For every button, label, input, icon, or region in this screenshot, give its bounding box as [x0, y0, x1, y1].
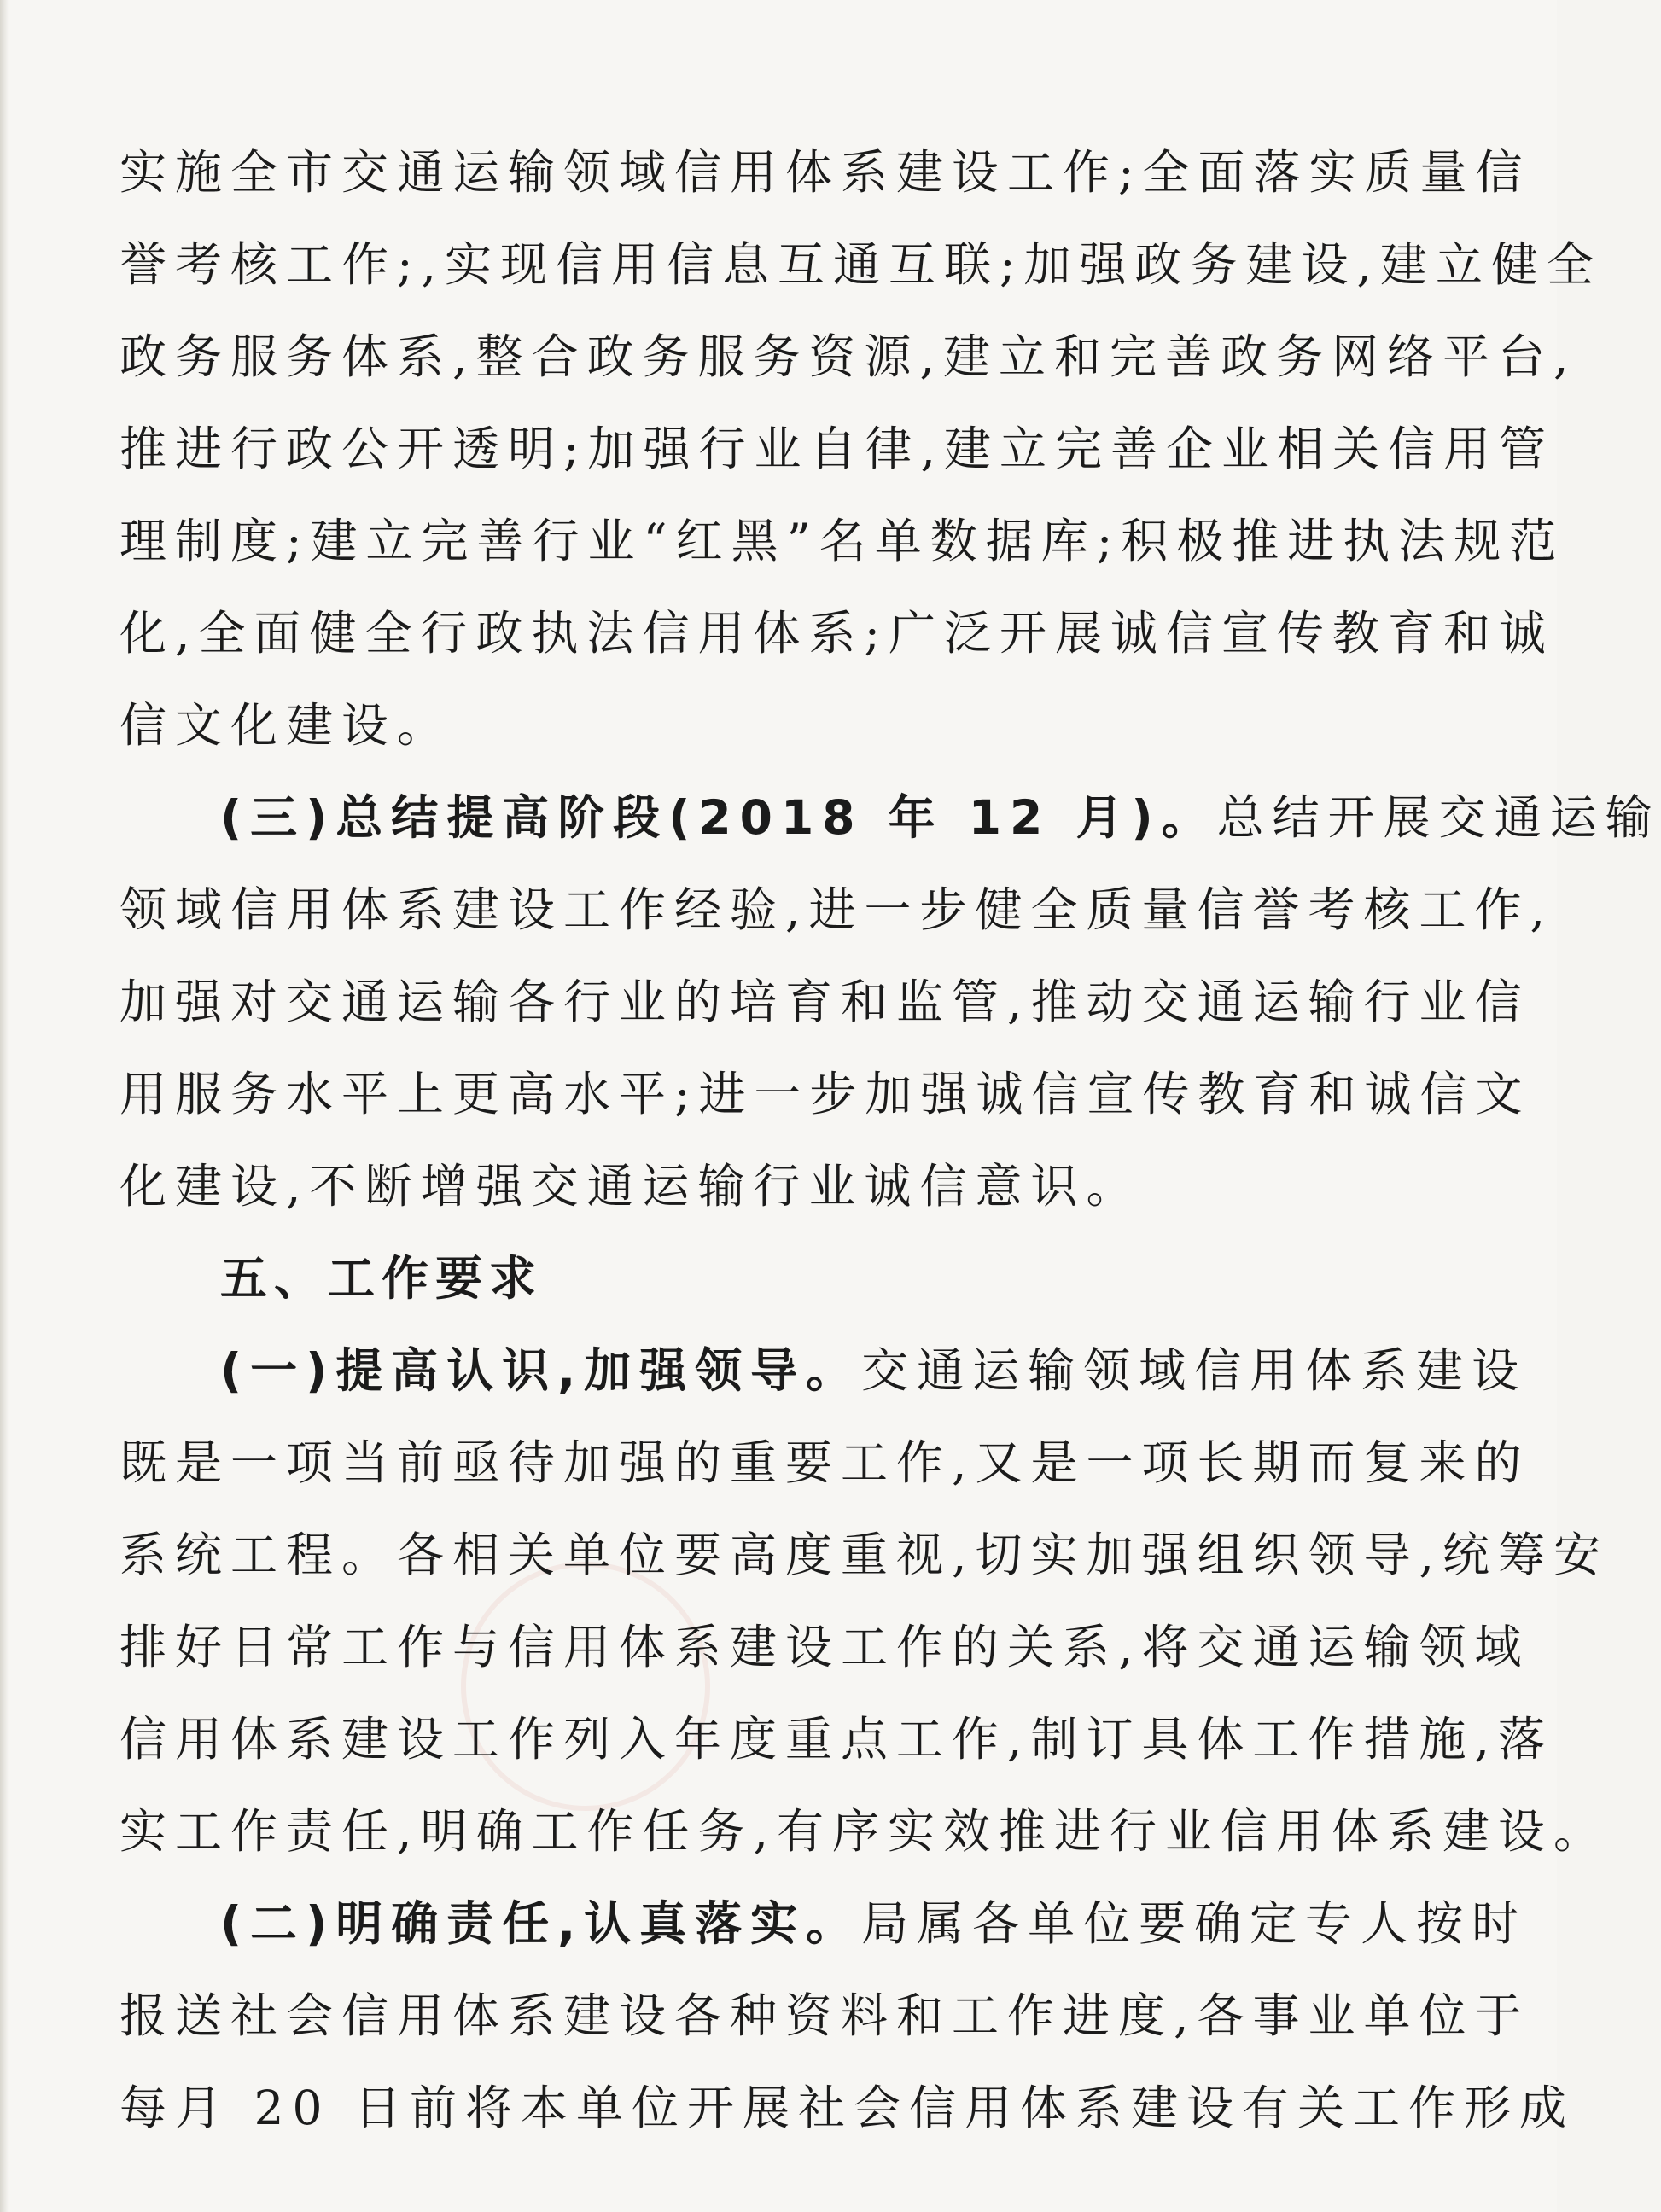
subsection-heading: (二)明确责任,认真落实。 — [220, 1896, 862, 1951]
text-line: 报送社会信用体系建设各种资料和工作进度,各事业单位于 — [119, 1988, 1530, 2043]
text-line: 既是一项当前亟待加强的重要工作,又是一项长期而复来的 — [119, 1435, 1530, 1490]
binding-edge — [0, 0, 9, 2212]
text-line: 化,全面健全行政执法信用体系;广泛开展诚信宣传教育和诚 — [119, 606, 1555, 661]
text-line: 理制度;建立完善行业“红黑”名单数据库;积极推进执法规范 — [119, 514, 1565, 568]
text-line: 系统工程。各相关单位要高度重视,切实加强组织领导,统筹安 — [119, 1528, 1609, 1582]
inline-text: 总结开展交通运输 — [1216, 790, 1661, 845]
subsection-heading: (一)提高认识,加强领导。 — [220, 1343, 862, 1398]
text-line: 信用体系建设工作列入年度重点工作,制订具体工作措施,落 — [119, 1712, 1553, 1767]
paragraph-implementation — [119, 126, 1603, 771]
paragraph-responsibility — [119, 1877, 1575, 2154]
document-body — [119, 126, 1661, 2154]
text-line: 加强对交通运输各行业的培育和监管,推动交通运输行业信 — [119, 975, 1530, 1029]
text-line — [119, 1877, 1528, 1970]
text-line: 推进行政公开透明;加强行业自律,建立完善企业相关信用管 — [119, 422, 1555, 476]
text-line — [119, 1324, 1528, 1417]
section-heading: 五、工作要求 — [220, 1251, 544, 1306]
subsection-heading: (三)总结提高阶段(2018 年 12 月)。 — [220, 790, 1217, 845]
text-line: 政务服务体系,整合政务服务资源,建立和完善政务网络平台, — [119, 329, 1577, 384]
paragraph-summary-stage — [119, 771, 1661, 1232]
text-line: 誉考核工作;,实现信用信息互通互联;加强政务建设,建立健全 — [119, 237, 1603, 292]
text-line: 排好日常工作与信用体系建设工作的关系,将交通运输领域 — [119, 1620, 1530, 1674]
text-line: 每月 20 日前将本单位开展社会信用体系建设有关工作形成 — [119, 2081, 1575, 2135]
inline-text: 局属各单位要确定专人按时 — [861, 1896, 1528, 1951]
paragraph-leadership — [119, 1324, 1609, 1877]
inline-text: 交通运输领域信用体系建设 — [861, 1343, 1528, 1398]
text-line: 信文化建设。 — [119, 698, 453, 753]
text-line: 领域信用体系建设工作经验,进一步健全质量信誉考核工作, — [119, 882, 1553, 937]
text-line: 实施全市交通运输领域信用体系建设工作;全面落实质量信 — [119, 145, 1531, 200]
text-line: 化建设,不断增强交通运输行业诚信意识。 — [119, 1159, 1142, 1214]
text-line: 用服务水平上更高水平;进一步加强诚信宣传教育和诚信文 — [119, 1067, 1531, 1121]
text-line: 实工作责任,明确工作任务,有序实效推进行业信用体系建设。 — [119, 1804, 1609, 1859]
text-line — [119, 771, 1661, 864]
